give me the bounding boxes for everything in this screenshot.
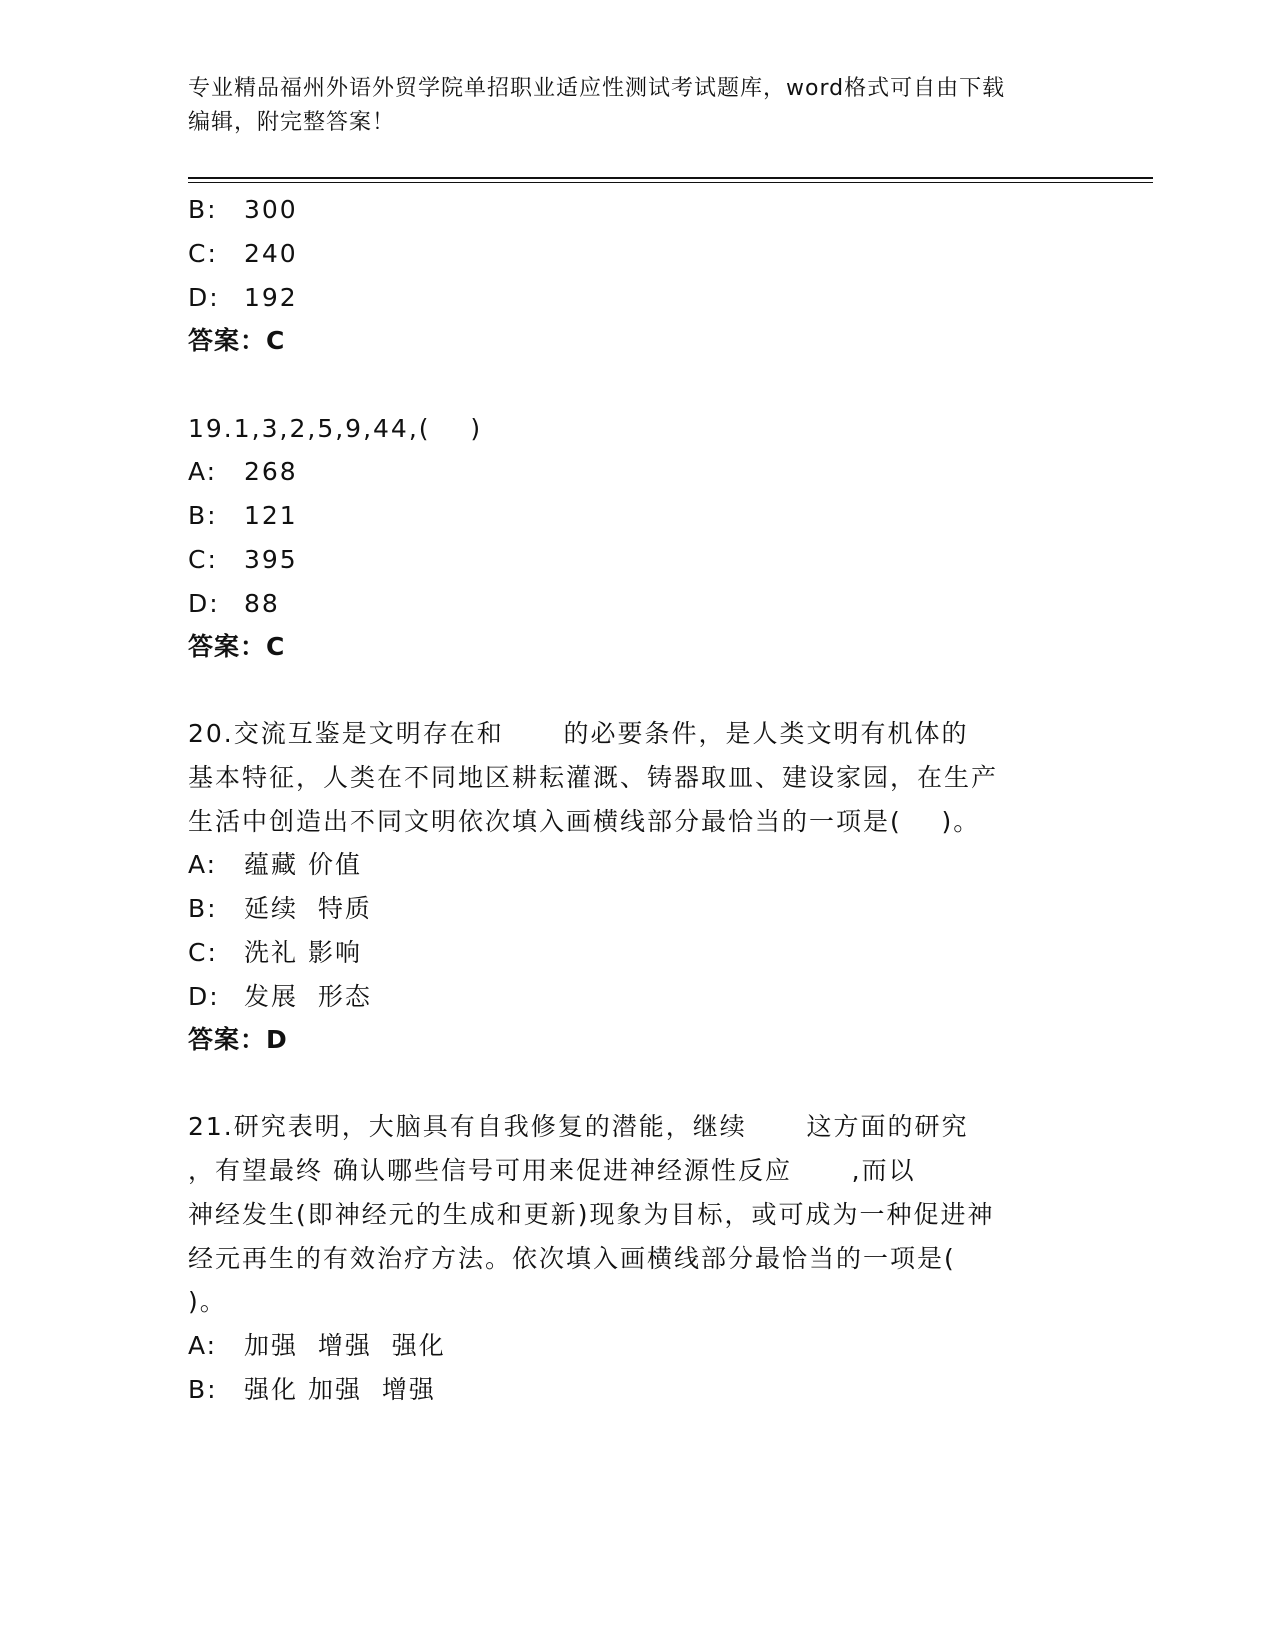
q20-answer: 答案：D [188, 1025, 288, 1054]
q20-stem-line-2: 基本特征，人类在不同地区耕耘灌溉、铸器取皿、建设家园，在生产 [188, 763, 999, 792]
q20-option-d: D: 发展 形态 [188, 982, 372, 1011]
q18-option-d: D: 192 [188, 283, 298, 312]
q21-stem-line-4: 经元再生的有效治疗方法。依次填入画横线部分最恰当的一项是( [188, 1244, 956, 1273]
q21-stem-line-1: 21.研究表明，大脑具有自我修复的潜能，继续 这方面的研究 [188, 1112, 969, 1141]
q19-option-c: C: 395 [188, 545, 298, 574]
q21-stem-line-3: 神经发生(即神经元的生成和更新)现象为目标，或可成为一种促进神 [188, 1200, 995, 1229]
q20-option-a: A: 蕴藏 价值 [188, 850, 362, 879]
document-header [188, 72, 1088, 140]
q20-stem-line-3: 生活中创造出不同文明依次填入画横线部分最恰当的一项是( )。 [188, 807, 981, 836]
q18-answer: 答案：C [188, 326, 286, 355]
q19-option-b: B: 121 [188, 501, 298, 530]
q20-option-c: C: 洗礼 影响 [188, 938, 362, 967]
q21-option-b: B: 强化 加强 增强 [188, 1375, 436, 1404]
q21-stem-line-5: )。 [188, 1287, 227, 1316]
q19-answer: 答案：C [188, 632, 286, 661]
q19-option-a: A: 268 [188, 457, 298, 486]
q20-stem-line-1: 20.交流互鉴是文明存在和 的必要条件，是人类文明有机体的 [188, 719, 969, 748]
header-line-1: 专业精品福州外语外贸学院单招职业适应性测试考试题库，word格式可自由下载 [188, 76, 1006, 101]
q19-option-d: D: 88 [188, 589, 280, 618]
header-divider-thick [188, 177, 1153, 179]
q19-stem: 19.1,3,2,5,9,44,( ) [188, 414, 483, 443]
q18-option-c: C: 240 [188, 239, 298, 268]
q18-option-b: B: 300 [188, 195, 298, 224]
header-divider-thin [188, 182, 1153, 183]
q21-stem-line-2: ，有望最终 确认哪些信号可用来促进神经源性反应 ,而以 [188, 1156, 916, 1185]
q21-option-a: A: 加强 增强 强化 [188, 1331, 446, 1360]
q20-option-b: B: 延续 特质 [188, 894, 372, 923]
header-line-2: 编辑，附完整答案！ [188, 110, 396, 135]
